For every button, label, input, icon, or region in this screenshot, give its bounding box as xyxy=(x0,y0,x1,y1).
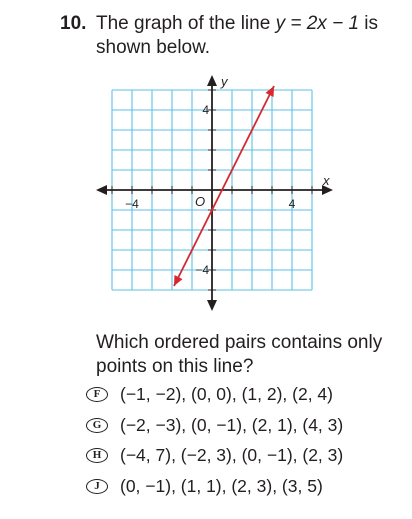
x-axis-label: x xyxy=(323,173,330,188)
choice-g-bubble[interactable]: G xyxy=(86,418,108,433)
choice-h-text: (−4, 7), (−2, 3), (0, −1), (2, 3) xyxy=(120,444,344,465)
x-tick-label: 4 xyxy=(288,197,296,211)
question-text-prefix: The graph of the line xyxy=(96,13,276,34)
y-axis-label: y xyxy=(221,74,228,89)
choice-f-text: (−1, −2), (0, 0), (1, 2), (2, 4) xyxy=(120,383,333,404)
y-tick-label: 4 xyxy=(202,103,209,117)
choice-j[interactable] xyxy=(86,474,323,498)
y-axis-arrow-down xyxy=(207,300,217,311)
choice-g-text: (−2, −3), (0, −1), (2, 1), (4, 3) xyxy=(120,414,344,435)
choice-g[interactable] xyxy=(86,413,343,437)
x-axis-arrow-left xyxy=(96,185,107,195)
choice-h-bubble[interactable]: H xyxy=(86,448,108,463)
choice-f[interactable] xyxy=(86,382,333,406)
origin-label: O xyxy=(195,194,206,209)
choice-f-bubble[interactable]: F xyxy=(86,387,108,402)
x-tick-label: −4 xyxy=(125,197,139,211)
y-axis-arrow-up xyxy=(207,75,217,86)
choice-h[interactable] xyxy=(86,443,343,467)
choice-j-bubble[interactable]: J xyxy=(86,479,108,494)
question-equation: y = 2x − 1 xyxy=(275,13,360,34)
choice-j-text: (0, −1), (1, 1), (2, 3), (3, 5) xyxy=(120,475,323,496)
question-text-suffix: is shown below. xyxy=(96,13,379,58)
prompt-text: Which ordered pairs contains only points on this line? xyxy=(96,332,383,377)
question-number: 10. xyxy=(60,13,87,34)
y-tick-label: −4 xyxy=(195,263,209,277)
